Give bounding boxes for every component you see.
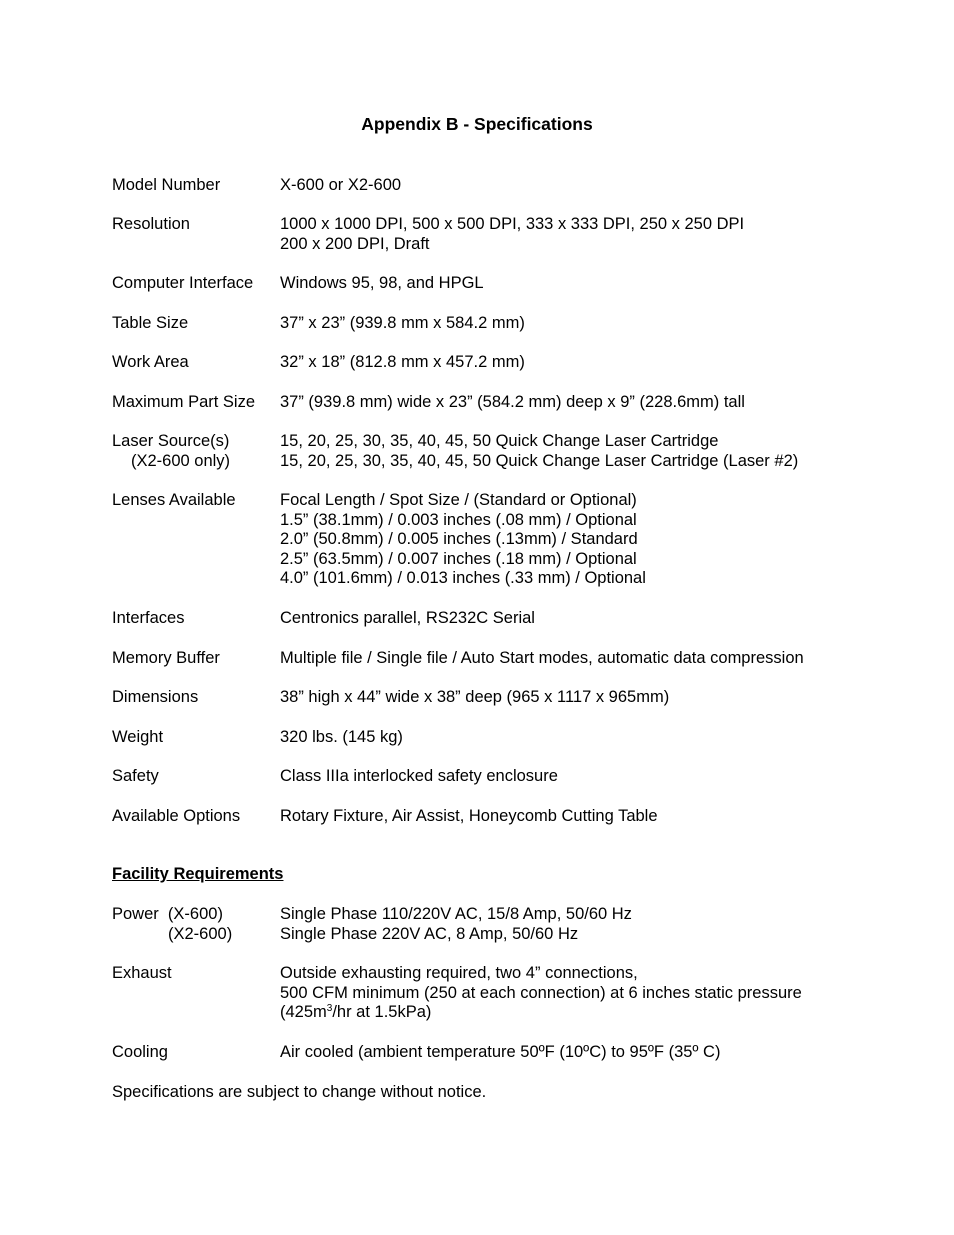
spec-label: Model Number (112, 176, 221, 194)
spec-label (112, 432, 230, 471)
facility-requirements-heading: Facility Requirements (112, 865, 284, 883)
facility-label: Cooling (112, 1043, 168, 1061)
spec-value: 37” (939.8 mm) wide x 23” (584.2 mm) deep x 9” (228.6mm) tall (280, 393, 745, 411)
facility-sublabel: (X2-600) (168, 924, 233, 943)
page-title: Appendix B - Specifications (361, 114, 593, 134)
spec-label: Dimensions (112, 688, 199, 706)
facility-label: Exhaust (112, 964, 172, 982)
facility-value (280, 905, 632, 944)
spec-value (280, 432, 798, 471)
facility-value: Air cooled (ambient temperature 50ºF (10ºC) to 95ºF (35º C) (280, 1043, 721, 1061)
spec-label: Table Size (112, 314, 189, 332)
spec-value: Windows 95, 98, and HPGL (280, 274, 484, 292)
spec-label: Interfaces (112, 609, 185, 627)
disclaimer-note: Specifications are subject to change without notice. (112, 1083, 487, 1101)
spec-label: Resolution (112, 215, 190, 233)
facility-value-line: Outside exhausting required, two 4” connections, (280, 964, 638, 982)
spec-value-line: 15, 20, 25, 30, 35, 40, 45, 50 Quick Change Laser Cartridge (280, 432, 719, 450)
spec-value: 38” high x 44” wide x 38” deep (965 x 1117 x 965mm) (280, 688, 670, 706)
spec-value-line: 1.5” (38.1mm) / 0.003 inches (.08 mm) / Optional (280, 510, 637, 529)
spec-value-line: 4.0” (101.6mm) / 0.013 inches (.33 mm) / Optional (280, 569, 646, 588)
exhaust-rate-prefix: (425m (280, 1003, 327, 1022)
superscript-3: 3 (326, 1003, 333, 1015)
spec-value: 32” x 18” (812.8 mm x 457.2 mm) (280, 353, 525, 371)
spec-value: 320 lbs. (145 kg) (280, 728, 403, 746)
facility-value-line: Single Phase 110/220V AC, 15/8 Amp, 50/60 Hz (280, 905, 632, 923)
spec-value-line: 15, 20, 25, 30, 35, 40, 45, 50 Quick Change Laser Cartridge (Laser #2) (280, 451, 799, 470)
facility-value (280, 964, 802, 1023)
facility-value-line: 500 CFM minimum (250 at each connection) at 6 inches static pressure (280, 983, 802, 1002)
spec-value: 37” x 23” (939.8 mm x 584.2 mm) (280, 314, 525, 332)
spec-value-line: 200 x 200 DPI, Draft (280, 234, 430, 253)
facility-label (112, 905, 232, 944)
spec-value-line: 2.0” (50.8mm) / 0.005 inches (.13mm) / Standard (280, 530, 638, 549)
spec-value (280, 215, 744, 254)
facility-value-line (280, 1003, 802, 1023)
spec-label: Available Options (112, 807, 241, 825)
spec-value-line: 1000 x 1000 DPI, 500 x 500 DPI, 333 x 333 DPI, 250 x 250 DPI (280, 215, 745, 233)
spec-value (280, 491, 646, 589)
spec-value-line: 2.5” (63.5mm) / 0.007 inches (.18 mm) / Optional (280, 549, 637, 568)
spec-label: Safety (112, 767, 159, 785)
spec-value: Centronics parallel, RS232C Serial (280, 609, 535, 627)
spec-label: Memory Buffer (112, 649, 220, 667)
facility-label-line: Power (X-600) (112, 905, 223, 923)
facility-value-line: Single Phase 220V AC, 8 Amp, 50/60 Hz (280, 924, 579, 943)
spec-label: Computer Interface (112, 274, 254, 292)
spec-sublabel: (X2-600 only) (131, 451, 231, 470)
spec-value: X-600 or X2-600 (280, 176, 402, 194)
spec-label: Lenses Available (112, 491, 236, 509)
spec-value: Rotary Fixture, Air Assist, Honeycomb Cutting Table (280, 807, 658, 825)
spec-label-line: Laser Source(s) (112, 432, 230, 450)
exhaust-rate-suffix: /hr at 1.5kPa) (332, 1003, 432, 1022)
spec-label: Maximum Part Size (112, 393, 256, 411)
spec-label: Work Area (112, 353, 189, 371)
spec-value: Multiple file / Single file / Auto Start modes, automatic data compression (280, 649, 804, 667)
spec-label: Weight (112, 728, 164, 746)
spec-value-line: Focal Length / Spot Size / (Standard or Optional) (280, 491, 637, 509)
spec-value: Class IIIa interlocked safety enclosure (280, 767, 558, 785)
